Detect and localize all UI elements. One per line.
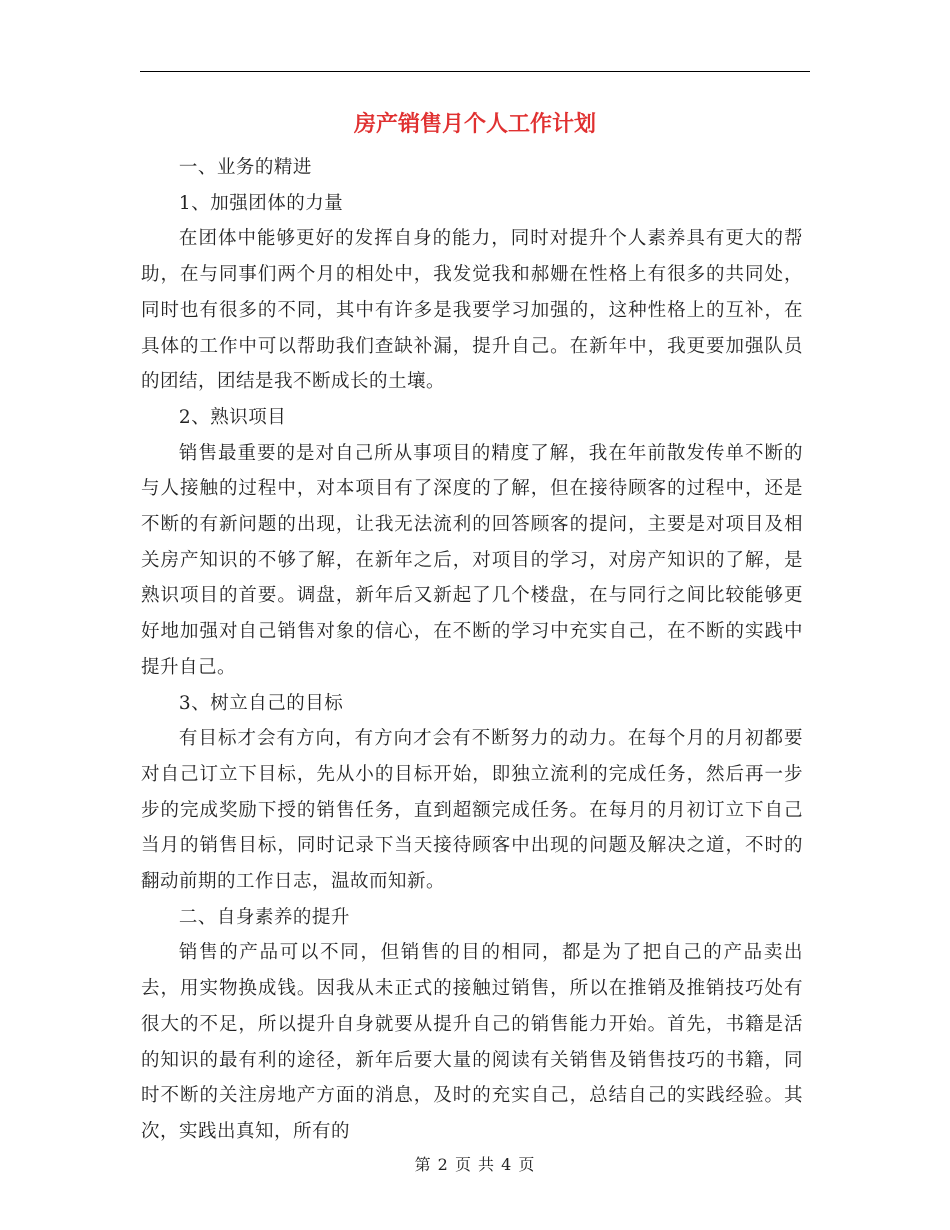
subheading-2: 2、熟识项目 <box>178 406 287 428</box>
subheading-3: 3、树立自己的目标 <box>178 692 344 714</box>
paragraph-3: 有目标才会有方向，有方向才会有不断努力的动力。在每个月的月初都要对自己订立下目标，先从小的目标开始，即独立流利的完成任务，然后再一步步的完成奖励下授的销售任务，直到超额完成任务。在每月的月初订立下自己当月的销售目标，同时记录下当天接待顾客中出现的问题及解决之道，不时的翻动前期的工作日志，温故而知新。 <box>141 728 803 893</box>
section-heading-2: 二、自身素养的提升 <box>178 906 350 928</box>
section-heading-1: 一、业务的精进 <box>178 157 312 178</box>
subheading-1: 1、加强团体的力量 <box>178 192 344 214</box>
paragraph-2: 销售最重要的是对自己所从事项目的精度了解，我在年前散发传单不断的与人接触的过程中，对本项目有了深度的了解，但在接待顾客的过程中，还是不断的有新问题的出现，让我无法流利的回答顾客的提问，主要是对项目及相关房产知识的不够了解，在新年之后，对项目的学习，对房产知识的了解，是熟识项目的首要。调盘，新年后又新起了几个楼盘，在与同行之间比较能够更好地加强对自己销售对象的信心，在不断的学习中充实自己，在不断的实践中提升自己。 <box>141 442 803 678</box>
document-title: 房产销售月个人工作计划 <box>353 112 596 137</box>
paragraph-1: 在团体中能够更好的发挥自身的能力，同时对提升个人素养具有更大的帮助，在与同事们两个月的相处中，我发觉我和郝姗在性格上有很多的共同处，同时也有很多的不同，其中有许多是我要学习加强的，这种性格上的互补，在具体的工作中可以帮助我们查缺补漏，提升自己。在新年中，我更要加强队员的团结，团结是我不断成长的土壤。 <box>141 228 803 393</box>
document-body <box>141 150 803 1150</box>
paragraph-4: 销售的产品可以不同，但销售的目的相同，都是为了把自己的产品卖出去，用实物换成钱。因我从未正式的接触过销售，所以在推销及推销技巧处有很大的不足，所以提升自身就要从提升自己的销售能力开始。首先，书籍是活的知识的最有利的途径，新年后要大量的阅读有关销售及销售技巧的书籍，同时不断的关注房地产方面的消息，及时的充实自己，总结自己的实践经验。其次，实践出真知，所有的 <box>141 942 803 1142</box>
page-number: 第 2 页 共 4 页 <box>414 1155 536 1174</box>
header-rule <box>140 71 810 72</box>
